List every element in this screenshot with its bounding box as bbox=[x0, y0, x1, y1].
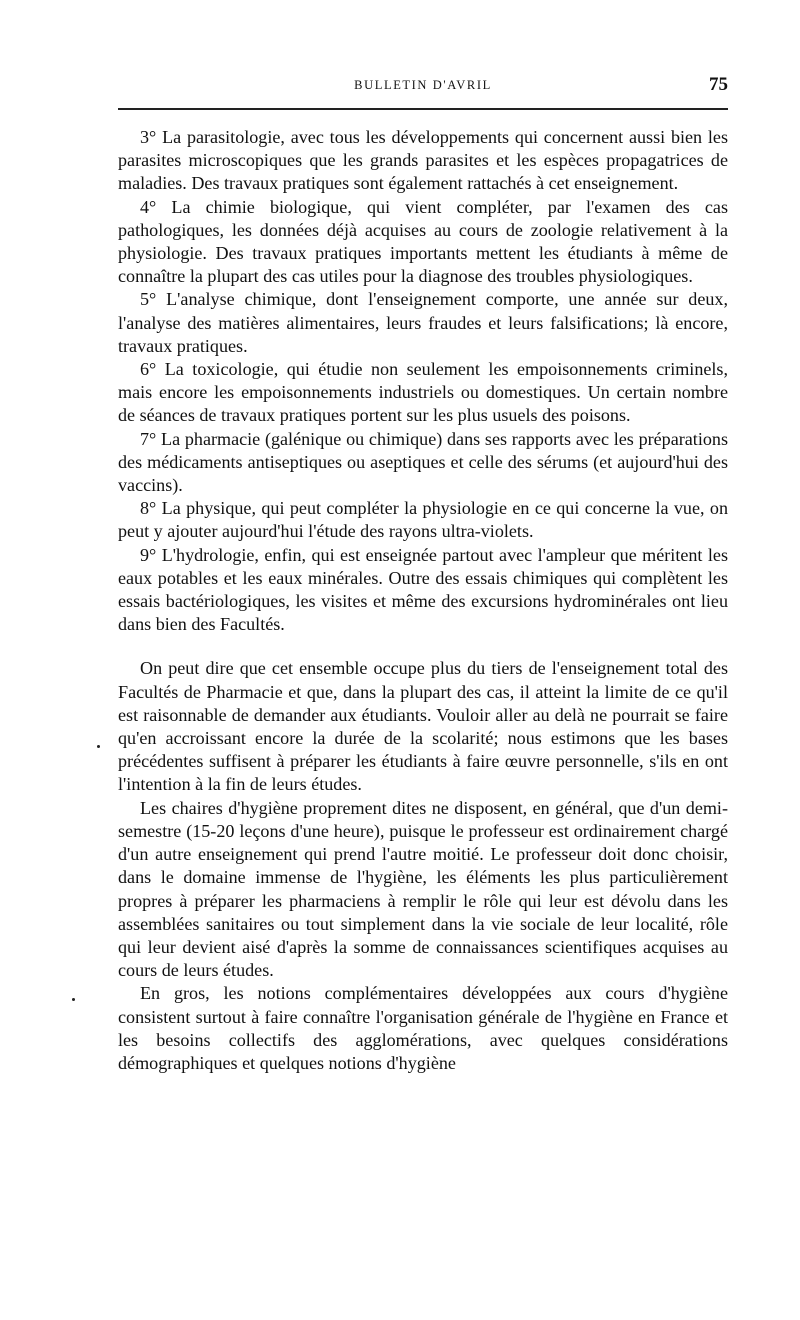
list-item-physique: 8° La physique, qui peut compléter la physiologie en ce qui concerne la vue, on peut y ajouter aujourd'hui l'étude des rayons ultra-violets. bbox=[118, 498, 728, 542]
list-item-analyse-chimique: 5° L'analyse chimique, dont l'enseignement comporte, une année sur deux, l'analyse des matières alimentaires, leurs fraudes et leurs falsifications; là encore, travaux pratiques. bbox=[118, 289, 728, 356]
paragraph-ensemble: On peut dire que cet ensemble occupe plus du tiers de l'enseignement total des Facultés de Pharmacie et que, dans la plupart des cas, il atteint la limite de ce qu'il est raisonnable de demander aux étudiants. Vouloir aller au delà ne pourrait se faire qu'en accroissant encore la durée de la scolarité; nous estimons que les bases précédentes suffisent à préparer les étudiants à faire œuvre personnelle, s'ils en ont l'intention à la fin de leurs études. bbox=[118, 658, 728, 795]
header-rule bbox=[118, 108, 728, 110]
section-gap bbox=[118, 636, 728, 657]
body-text bbox=[118, 126, 728, 1075]
list-item-hydrologie: 9° L'hydrologie, enfin, qui est enseignée partout avec l'ampleur que méritent les eaux potables et les eaux minérales. Outre des essais chimiques qui complètent les essais bactériologiques, les visites et même des excursions hydrominérales ont lieu dans bien des Facultés. bbox=[118, 544, 728, 635]
paragraph-chaires-hygiene: Les chaires d'hygiène proprement dites ne disposent, en général, que d'un demi-semestre (15-20 leçons d'une heure), puisque le professeur est ordinairement chargé d'un autre enseignement qui prend l'autre moitié. Le professeur doit donc choisir, dans le domaine immense de l'hygiène, les éléments les plus particulièrement propres à préparer les pharmaciens à remplir le rôle qui leur est dévolu dans les assemblées sanitaires ou tout simplement dans la vie sociale de leur localité, rôle qui leur devient aisé d'après la somme de connaissances scientifiques acquises au cours de leurs études. bbox=[118, 797, 728, 981]
list-item-toxicologie: 6° La toxicologie, qui étudie non seulement les empoisonnements criminels, mais encore les empoisonnements industriels ou domestiques. Un certain nombre de séances de travaux pratiques portent sur les plus usuels des poisons. bbox=[118, 359, 728, 426]
margin-speck bbox=[72, 998, 75, 1001]
list-item-parasitologie: 3° La parasitologie, avec tous les développements qui concernent aussi bien les parasites microscopiques que les grands parasites et les espèces propagatrices de maladies. Des travaux pratiques sont également rattachés à cet enseignement. bbox=[118, 127, 728, 194]
margin-speck bbox=[97, 745, 100, 748]
paragraph-notions-complementaires: En gros, les notions complémentaires développées aux cours d'hygiène consistent surtout à faire connaître l'organisation générale de l'hygiène en France et les besoins collectifs des agglomérations, avec quelques considérations démographiques et quelques notions d'hygiène bbox=[118, 983, 728, 1073]
list-item-chimie-biologique: 4° La chimie biologique, qui vient compléter, par l'examen des cas pathologiques, les données déjà acquises au cours de zoologie relativement à la physiologie. Des travaux pratiques importants mettent les étudiants à même de connaître la plupart des cas utiles pour la diagnose des troubles physiologiques. bbox=[118, 196, 728, 287]
list-item-pharmacie: 7° La pharmacie (galénique ou chimique) dans ses rapports avec les préparations des médicaments antiseptiques ou aseptiques et celle des sérums (et aujourd'hui des vaccins). bbox=[118, 428, 728, 496]
page-number: 75 bbox=[709, 74, 728, 95]
running-head bbox=[118, 74, 728, 102]
running-title: BULLETIN D'AVRIL bbox=[354, 78, 492, 92]
